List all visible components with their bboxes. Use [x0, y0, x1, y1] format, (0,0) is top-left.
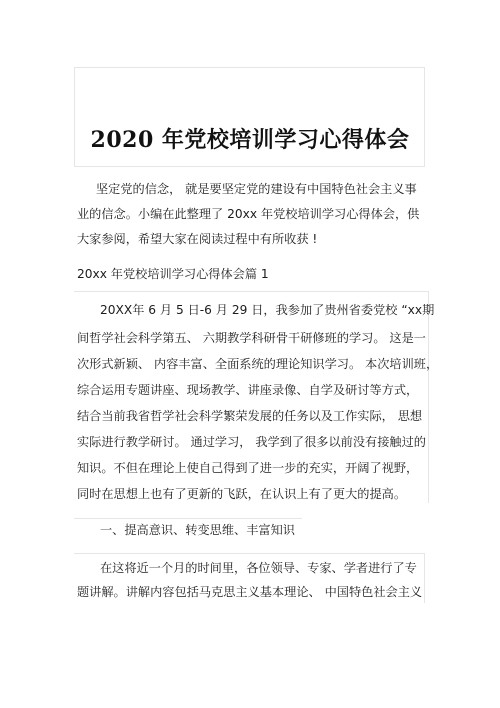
paragraph-line: 结合当前我省哲学社会科学繁荣发展的任务以及工作实际， 思想 — [77, 409, 423, 423]
intro-line: 业的信念。小编在此整理了 20xx 年党校培训学习心得体会，供 — [77, 207, 420, 221]
subheading: 一、提高意识、转变思维、丰富知识 — [100, 523, 295, 537]
scan-line — [428, 291, 429, 503]
scan-line — [74, 67, 424, 68]
intro-line: 坚定党的信念， 就是要坚定党的建设有中国特色社会主义事 — [96, 182, 417, 196]
paragraph-line: 知识。不但在理论上使自己得到了进一步的充实，开阔了视野， — [77, 461, 419, 475]
scan-line — [74, 291, 428, 292]
section-heading: 20xx 年党校培训学习心得体会篇 1 — [77, 267, 269, 281]
scan-line — [74, 518, 302, 519]
paragraph-line: 间哲学社会科学第五、 六期教学科研骨干研修班的学习。 这是一 — [77, 331, 426, 345]
paragraph-line: 综合运用专题讲座、现场教学、讲座录像、自学及研讨等方式， — [77, 383, 419, 397]
document-title: 2020 年党校培训学习心得体会 — [90, 126, 410, 153]
paragraph-line: 20XX年 6 月 5 日-6 月 29 日，我参加了贵州省委党校 “xx期 — [100, 303, 435, 317]
paragraph-line: 在这将近一个月的时间里，各位领导、专家、学者进行了专 — [100, 561, 417, 575]
paragraph-line: 同时在思想上也有了更新的飞跃，在认识上有了更大的提高。 — [77, 487, 407, 501]
paragraph-line: 题讲解。讲解内容包括马克思主义基本理论、 中国特色社会主义 — [77, 585, 423, 599]
scan-line — [74, 166, 424, 167]
scan-line — [74, 553, 424, 554]
paragraph-line: 次形式新颖、 内容丰富、全面系统的理论知识学习。 本次培训班， — [77, 357, 439, 371]
paragraph-line: 实际进行教学研讨。 通过学习， 我学到了很多以前没有接触过的 — [77, 435, 426, 449]
intro-line: 大家参阅，希望大家在阅读过程中有所收获 ! — [77, 232, 318, 246]
scan-line — [424, 553, 425, 603]
